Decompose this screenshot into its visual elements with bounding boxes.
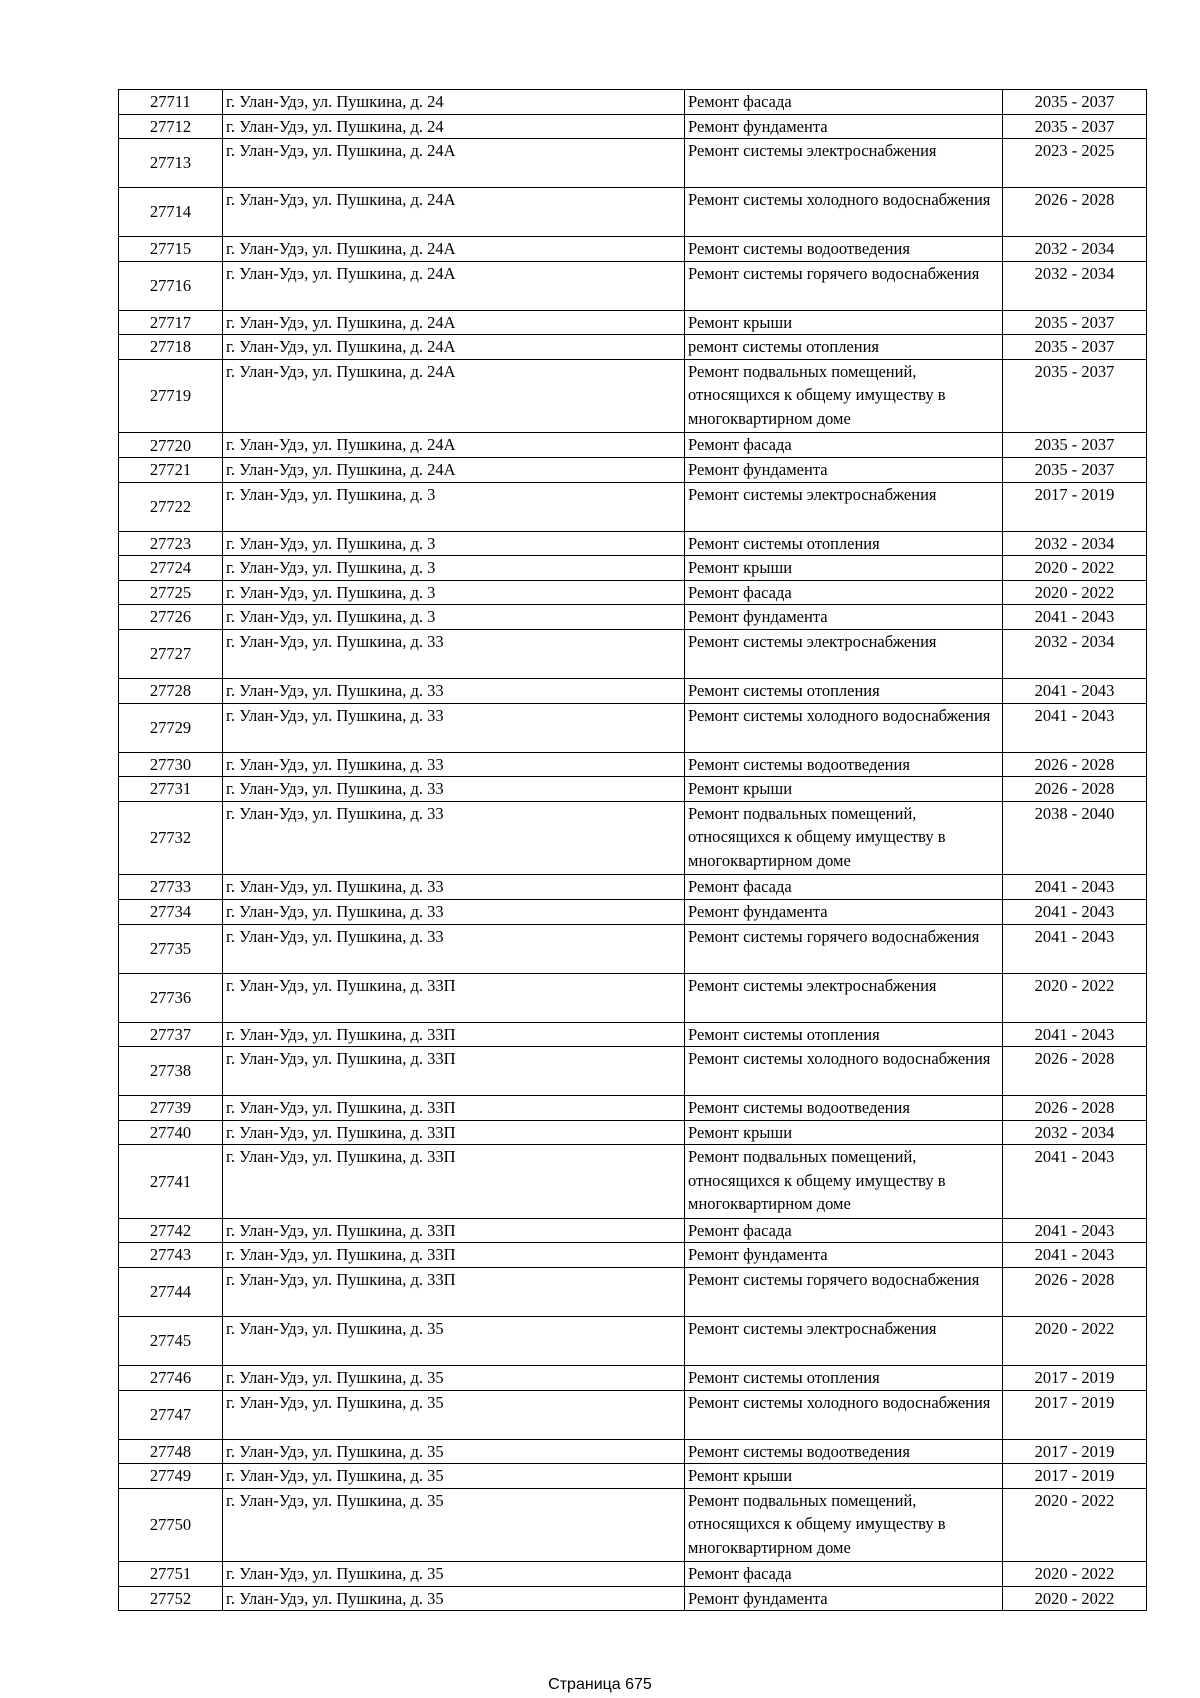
row-address: г. Улан-Удэ, ул. Пушкина, д. 33П — [223, 973, 685, 1022]
row-period: 2035 - 2037 — [1003, 359, 1147, 433]
row-number: 27732 — [119, 801, 223, 875]
row-number: 27713 — [119, 139, 223, 188]
row-address: г. Улан-Удэ, ул. Пушкина, д. 33 — [223, 875, 685, 900]
table-row — [119, 777, 1147, 802]
table-row — [119, 114, 1147, 139]
table-row — [119, 90, 1147, 115]
row-work-type: Ремонт крыши — [685, 1464, 1003, 1489]
table-row — [119, 188, 1147, 237]
row-period: 2035 - 2037 — [1003, 90, 1147, 115]
row-number: 27727 — [119, 630, 223, 679]
row-number: 27720 — [119, 433, 223, 458]
row-period: 2017 - 2019 — [1003, 1365, 1147, 1390]
row-address: г. Улан-Удэ, ул. Пушкина, д. 35 — [223, 1586, 685, 1611]
row-work-type: Ремонт системы электроснабжения — [685, 482, 1003, 531]
table-row — [119, 875, 1147, 900]
row-period: 2020 - 2022 — [1003, 556, 1147, 581]
row-number: 27734 — [119, 899, 223, 924]
row-work-type: Ремонт фасада — [685, 1218, 1003, 1243]
row-number: 27737 — [119, 1022, 223, 1047]
table-row — [119, 703, 1147, 752]
row-number: 27746 — [119, 1365, 223, 1390]
row-number: 27729 — [119, 703, 223, 752]
row-address: г. Улан-Удэ, ул. Пушкина, д. 33 — [223, 899, 685, 924]
row-number: 27726 — [119, 605, 223, 630]
row-address: г. Улан-Удэ, ул. Пушкина, д. 24А — [223, 335, 685, 360]
row-period: 2041 - 2043 — [1003, 875, 1147, 900]
row-period: 2020 - 2022 — [1003, 1316, 1147, 1365]
row-number: 27733 — [119, 875, 223, 900]
table-row — [119, 1464, 1147, 1489]
row-address: г. Улан-Удэ, ул. Пушкина, д. 33П — [223, 1218, 685, 1243]
table-row — [119, 1488, 1147, 1562]
row-address: г. Улан-Удэ, ул. Пушкина, д. 3 — [223, 605, 685, 630]
row-period: 2020 - 2022 — [1003, 580, 1147, 605]
row-work-type: Ремонт фундамента — [685, 114, 1003, 139]
table-row — [119, 580, 1147, 605]
row-period: 2038 - 2040 — [1003, 801, 1147, 875]
row-period: 2026 - 2028 — [1003, 777, 1147, 802]
row-work-type: Ремонт фасада — [685, 1562, 1003, 1587]
row-address: г. Улан-Удэ, ул. Пушкина, д. 24А — [223, 433, 685, 458]
row-address: г. Улан-Удэ, ул. Пушкина, д. 33П — [223, 1145, 685, 1219]
row-address: г. Улан-Удэ, ул. Пушкина, д. 33 — [223, 752, 685, 777]
row-number: 27730 — [119, 752, 223, 777]
row-work-type: Ремонт системы водоотведения — [685, 237, 1003, 262]
row-period: 2035 - 2037 — [1003, 433, 1147, 458]
row-work-type: Ремонт фасада — [685, 433, 1003, 458]
table-row — [119, 1243, 1147, 1268]
row-work-type: Ремонт фундамента — [685, 605, 1003, 630]
row-work-type: Ремонт системы водоотведения — [685, 752, 1003, 777]
row-address: г. Улан-Удэ, ул. Пушкина, д. 33 — [223, 777, 685, 802]
row-address: г. Улан-Удэ, ул. Пушкина, д. 33П — [223, 1267, 685, 1316]
row-number: 27739 — [119, 1096, 223, 1121]
row-period: 2041 - 2043 — [1003, 1243, 1147, 1268]
row-address: г. Улан-Удэ, ул. Пушкина, д. 35 — [223, 1365, 685, 1390]
row-address: г. Улан-Удэ, ул. Пушкина, д. 35 — [223, 1562, 685, 1587]
table-row — [119, 752, 1147, 777]
row-number: 27750 — [119, 1488, 223, 1562]
row-number: 27728 — [119, 679, 223, 704]
row-work-type: Ремонт системы отопления — [685, 679, 1003, 704]
row-period: 2020 - 2022 — [1003, 973, 1147, 1022]
table-row — [119, 556, 1147, 581]
row-work-type: Ремонт системы водоотведения — [685, 1096, 1003, 1121]
row-number: 27738 — [119, 1047, 223, 1096]
row-period: 2020 - 2022 — [1003, 1562, 1147, 1587]
row-number: 27748 — [119, 1439, 223, 1464]
row-period: 2035 - 2037 — [1003, 335, 1147, 360]
row-work-type: Ремонт системы электроснабжения — [685, 630, 1003, 679]
row-work-type: Ремонт крыши — [685, 777, 1003, 802]
row-period: 2017 - 2019 — [1003, 1464, 1147, 1489]
row-work-type: Ремонт системы холодного водоснабжения — [685, 703, 1003, 752]
table-row — [119, 237, 1147, 262]
row-number: 27751 — [119, 1562, 223, 1587]
row-period: 2041 - 2043 — [1003, 1218, 1147, 1243]
row-work-type: Ремонт системы электроснабжения — [685, 139, 1003, 188]
row-period: 2026 - 2028 — [1003, 1096, 1147, 1121]
row-work-type: Ремонт фундамента — [685, 1586, 1003, 1611]
row-number: 27725 — [119, 580, 223, 605]
table-row — [119, 433, 1147, 458]
row-number: 27735 — [119, 924, 223, 973]
row-work-type: Ремонт крыши — [685, 310, 1003, 335]
table-row — [119, 973, 1147, 1022]
row-address: г. Улан-Удэ, ул. Пушкина, д. 24 — [223, 90, 685, 115]
row-address: г. Улан-Удэ, ул. Пушкина, д. 3 — [223, 580, 685, 605]
table-row — [119, 1145, 1147, 1219]
row-number: 27741 — [119, 1145, 223, 1219]
row-work-type: Ремонт системы горячего водоснабжения — [685, 1267, 1003, 1316]
row-work-type: Ремонт фундамента — [685, 458, 1003, 483]
row-work-type: Ремонт системы горячего водоснабжения — [685, 924, 1003, 973]
table-row — [119, 1120, 1147, 1145]
row-work-type: Ремонт фасада — [685, 90, 1003, 115]
row-address: г. Улан-Удэ, ул. Пушкина, д. 33П — [223, 1047, 685, 1096]
table-row — [119, 482, 1147, 531]
row-work-type: Ремонт крыши — [685, 1120, 1003, 1145]
row-address: г. Улан-Удэ, ул. Пушкина, д. 24А — [223, 359, 685, 433]
row-number: 27731 — [119, 777, 223, 802]
table-row — [119, 1390, 1147, 1439]
row-address: г. Улан-Удэ, ул. Пушкина, д. 33 — [223, 679, 685, 704]
row-work-type: Ремонт системы холодного водоснабжения — [685, 1390, 1003, 1439]
row-number: 27719 — [119, 359, 223, 433]
row-period: 2017 - 2019 — [1003, 1439, 1147, 1464]
row-address: г. Улан-Удэ, ул. Пушкина, д. 3 — [223, 556, 685, 581]
row-number: 27712 — [119, 114, 223, 139]
table-row — [119, 1022, 1147, 1047]
table-row — [119, 924, 1147, 973]
row-number: 27745 — [119, 1316, 223, 1365]
row-work-type: Ремонт крыши — [685, 556, 1003, 581]
row-work-type: Ремонт системы отопления — [685, 1365, 1003, 1390]
row-work-type: ремонт системы отопления — [685, 335, 1003, 360]
row-address: г. Улан-Удэ, ул. Пушкина, д. 24А — [223, 261, 685, 310]
row-work-type: Ремонт подвальных помещений, относящихся к общему имуществу в многоквартирном доме — [685, 1488, 1003, 1562]
row-address: г. Улан-Удэ, ул. Пушкина, д. 35 — [223, 1439, 685, 1464]
row-number: 27749 — [119, 1464, 223, 1489]
row-period: 2023 - 2025 — [1003, 139, 1147, 188]
row-address: г. Улан-Удэ, ул. Пушкина, д. 35 — [223, 1390, 685, 1439]
row-work-type: Ремонт системы холодного водоснабжения — [685, 1047, 1003, 1096]
row-number: 27711 — [119, 90, 223, 115]
row-number: 27723 — [119, 531, 223, 556]
table-row — [119, 1218, 1147, 1243]
row-period: 2041 - 2043 — [1003, 924, 1147, 973]
row-address: г. Улан-Удэ, ул. Пушкина, д. 3 — [223, 482, 685, 531]
row-address: г. Улан-Удэ, ул. Пушкина, д. 24А — [223, 237, 685, 262]
row-period: 2032 - 2034 — [1003, 261, 1147, 310]
table-row — [119, 1439, 1147, 1464]
row-address: г. Улан-Удэ, ул. Пушкина, д. 35 — [223, 1316, 685, 1365]
table-row — [119, 1047, 1147, 1096]
row-address: г. Улан-Удэ, ул. Пушкина, д. 3 — [223, 531, 685, 556]
row-work-type: Ремонт системы отопления — [685, 1022, 1003, 1047]
row-work-type: Ремонт подвальных помещений, относящихся к общему имуществу в многоквартирном доме — [685, 1145, 1003, 1219]
row-period: 2026 - 2028 — [1003, 752, 1147, 777]
row-period: 2020 - 2022 — [1003, 1586, 1147, 1611]
row-number: 27721 — [119, 458, 223, 483]
row-period: 2041 - 2043 — [1003, 1145, 1147, 1219]
row-period: 2041 - 2043 — [1003, 703, 1147, 752]
table-row — [119, 630, 1147, 679]
row-address: г. Улан-Удэ, ул. Пушкина, д. 33П — [223, 1120, 685, 1145]
row-period: 2035 - 2037 — [1003, 310, 1147, 335]
row-period: 2035 - 2037 — [1003, 458, 1147, 483]
row-work-type: Ремонт фасада — [685, 580, 1003, 605]
row-number: 27752 — [119, 1586, 223, 1611]
row-address: г. Улан-Удэ, ул. Пушкина, д. 24 — [223, 114, 685, 139]
row-period: 2026 - 2028 — [1003, 188, 1147, 237]
row-address: г. Улан-Удэ, ул. Пушкина, д. 24А — [223, 458, 685, 483]
row-period: 2041 - 2043 — [1003, 679, 1147, 704]
table-row — [119, 531, 1147, 556]
table-row — [119, 359, 1147, 433]
row-period: 2041 - 2043 — [1003, 605, 1147, 630]
row-address: г. Улан-Удэ, ул. Пушкина, д. 33П — [223, 1096, 685, 1121]
row-work-type: Ремонт системы электроснабжения — [685, 1316, 1003, 1365]
row-work-type: Ремонт системы водоотведения — [685, 1439, 1003, 1464]
row-period: 2032 - 2034 — [1003, 630, 1147, 679]
row-work-type: Ремонт системы электроснабжения — [685, 973, 1003, 1022]
table-body — [119, 90, 1147, 1611]
table-row — [119, 335, 1147, 360]
row-work-type: Ремонт подвальных помещений, относящихся к общему имуществу в многоквартирном доме — [685, 359, 1003, 433]
row-period: 2032 - 2034 — [1003, 1120, 1147, 1145]
row-period: 2041 - 2043 — [1003, 1022, 1147, 1047]
table-row — [119, 801, 1147, 875]
row-address: г. Улан-Удэ, ул. Пушкина, д. 35 — [223, 1488, 685, 1562]
table-row — [119, 261, 1147, 310]
row-number: 27717 — [119, 310, 223, 335]
table-row — [119, 1316, 1147, 1365]
row-period: 2026 - 2028 — [1003, 1047, 1147, 1096]
row-address: г. Улан-Удэ, ул. Пушкина, д. 33 — [223, 703, 685, 752]
row-work-type: Ремонт системы горячего водоснабжения — [685, 261, 1003, 310]
row-address: г. Улан-Удэ, ул. Пушкина, д. 33 — [223, 924, 685, 973]
table-row — [119, 1562, 1147, 1587]
row-work-type: Ремонт системы холодного водоснабжения — [685, 188, 1003, 237]
page-number: Страница 675 — [548, 1676, 652, 1693]
table-row — [119, 1096, 1147, 1121]
table-row — [119, 1365, 1147, 1390]
row-work-type: Ремонт фасада — [685, 875, 1003, 900]
row-period: 2032 - 2034 — [1003, 531, 1147, 556]
row-address: г. Улан-Удэ, ул. Пушкина, д. 24А — [223, 310, 685, 335]
row-work-type: Ремонт фундамента — [685, 899, 1003, 924]
table-row — [119, 310, 1147, 335]
row-work-type: Ремонт системы отопления — [685, 531, 1003, 556]
row-period: 2035 - 2037 — [1003, 114, 1147, 139]
row-period: 2017 - 2019 — [1003, 1390, 1147, 1439]
row-address: г. Улан-Удэ, ул. Пушкина, д. 33 — [223, 630, 685, 679]
table-row — [119, 1586, 1147, 1611]
table-row — [119, 1267, 1147, 1316]
repair-schedule-table — [118, 89, 1147, 1611]
row-address: г. Улан-Удэ, ул. Пушкина, д. 24А — [223, 139, 685, 188]
row-period: 2026 - 2028 — [1003, 1267, 1147, 1316]
row-address: г. Улан-Удэ, ул. Пушкина, д. 35 — [223, 1464, 685, 1489]
row-address: г. Улан-Удэ, ул. Пушкина, д. 33П — [223, 1243, 685, 1268]
row-work-type: Ремонт фундамента — [685, 1243, 1003, 1268]
row-number: 27744 — [119, 1267, 223, 1316]
row-period: 2032 - 2034 — [1003, 237, 1147, 262]
row-number: 27714 — [119, 188, 223, 237]
row-number: 27747 — [119, 1390, 223, 1439]
row-number: 27743 — [119, 1243, 223, 1268]
table-row — [119, 458, 1147, 483]
row-number: 27724 — [119, 556, 223, 581]
row-period: 2017 - 2019 — [1003, 482, 1147, 531]
row-address: г. Улан-Удэ, ул. Пушкина, д. 33П — [223, 1022, 685, 1047]
row-number: 27736 — [119, 973, 223, 1022]
table-row — [119, 605, 1147, 630]
row-number: 27722 — [119, 482, 223, 531]
row-period: 2020 - 2022 — [1003, 1488, 1147, 1562]
row-number: 27716 — [119, 261, 223, 310]
table-row — [119, 679, 1147, 704]
row-number: 27718 — [119, 335, 223, 360]
row-number: 27740 — [119, 1120, 223, 1145]
row-address: г. Улан-Удэ, ул. Пушкина, д. 33 — [223, 801, 685, 875]
row-number: 27742 — [119, 1218, 223, 1243]
table-row — [119, 139, 1147, 188]
row-period: 2041 - 2043 — [1003, 899, 1147, 924]
row-work-type: Ремонт подвальных помещений, относящихся к общему имуществу в многоквартирном доме — [685, 801, 1003, 875]
row-number: 27715 — [119, 237, 223, 262]
table-row — [119, 899, 1147, 924]
row-address: г. Улан-Удэ, ул. Пушкина, д. 24А — [223, 188, 685, 237]
